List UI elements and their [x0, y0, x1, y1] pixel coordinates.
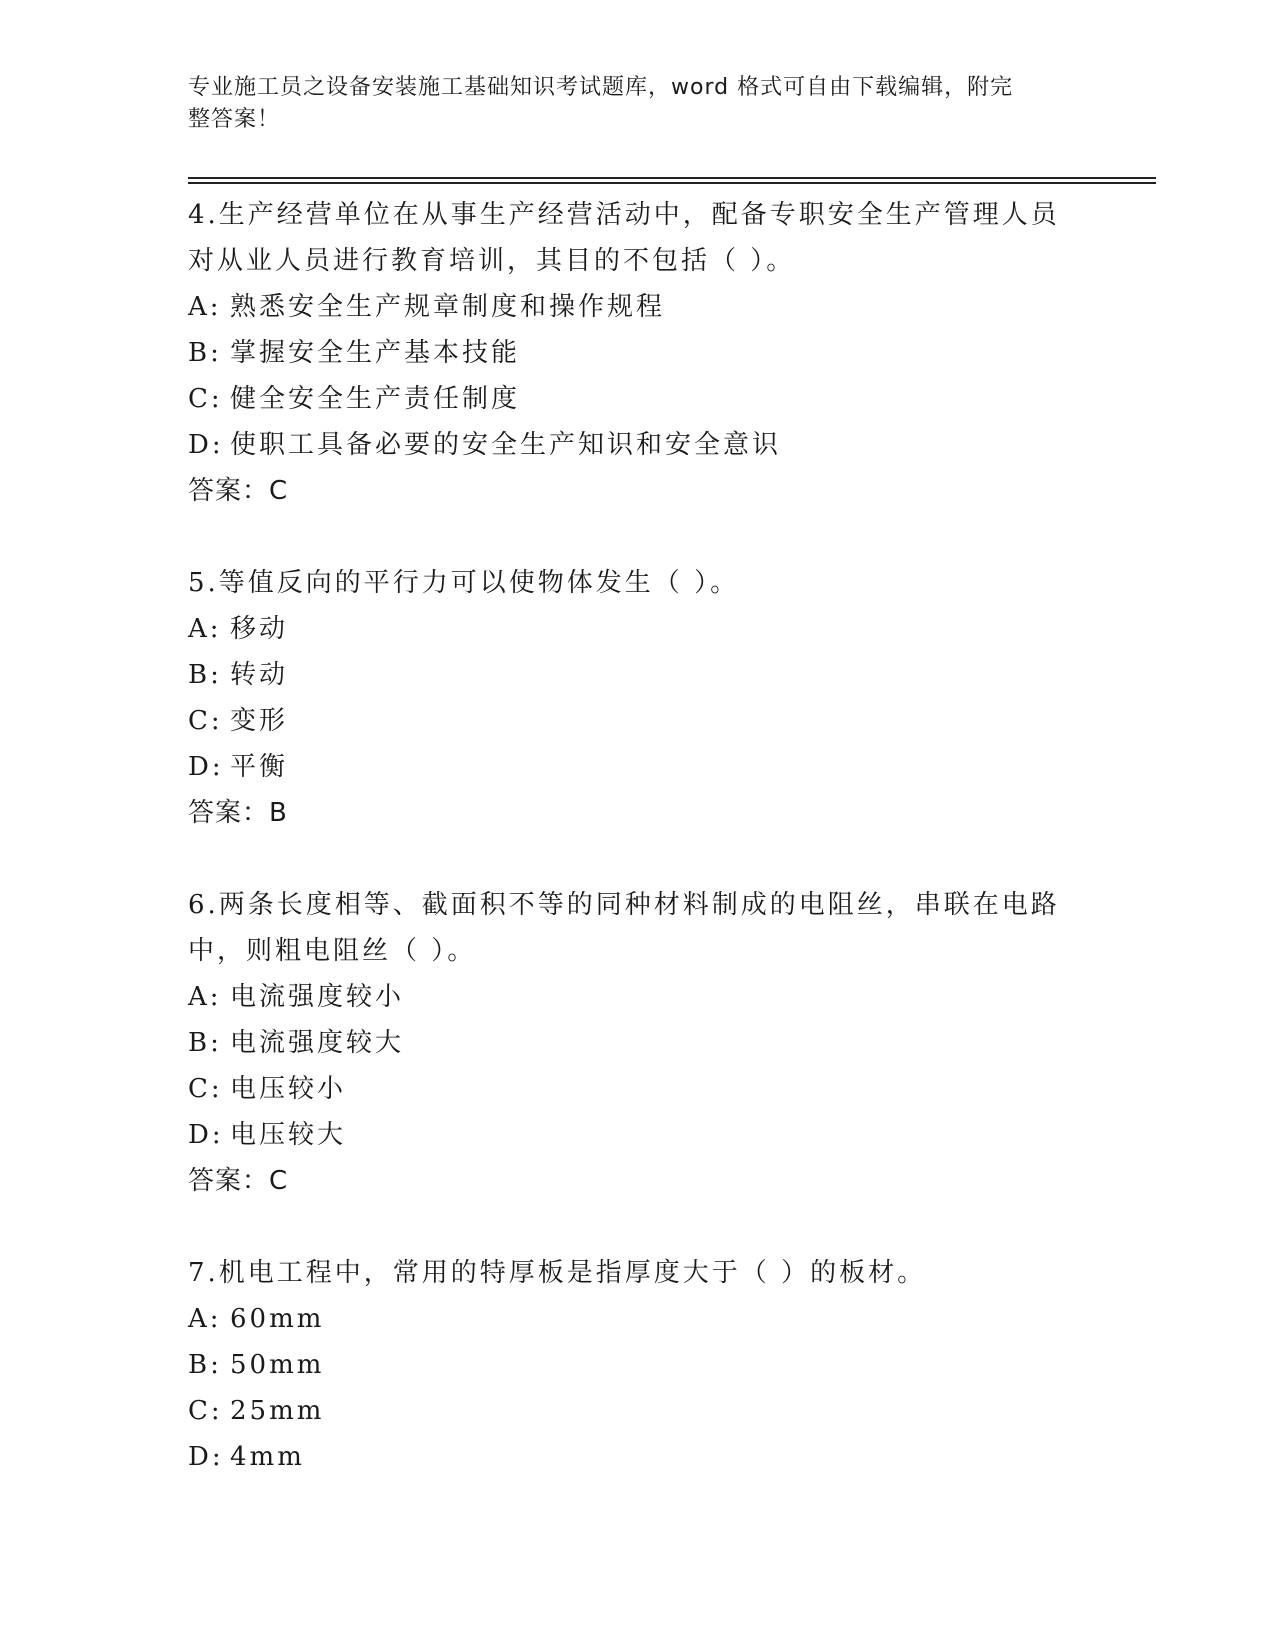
- option-c: [188, 376, 1088, 422]
- option-letter: C:: [188, 1074, 223, 1104]
- question-stem: 7.机电工程中，常用的特厚板是指厚度大于（ ）的板材。: [188, 1258, 927, 1288]
- option-c: [188, 1388, 1088, 1434]
- question-7: [188, 1250, 1088, 1480]
- option-text: 移动: [230, 614, 289, 644]
- option-a: [188, 606, 1088, 652]
- question-4: [188, 192, 1088, 514]
- option-text: 健全安全生产责任制度: [230, 384, 521, 414]
- option-d: [188, 744, 1088, 790]
- option-letter: A:: [188, 1304, 222, 1334]
- option-letter: D:: [188, 1120, 224, 1150]
- question-6: [188, 882, 1088, 1204]
- answer-line: 答案：C: [188, 476, 289, 506]
- option-a: [188, 1296, 1088, 1342]
- question-stem: 4.生产经营单位在从事生产经营活动中，配备专职安全生产管理人员: [188, 200, 1060, 230]
- option-b: [188, 1342, 1088, 1388]
- question-list: [188, 192, 1088, 1526]
- option-letter: A:: [188, 982, 222, 1012]
- option-c: [188, 1066, 1088, 1112]
- option-text: 50mm: [230, 1350, 325, 1380]
- option-letter: C:: [188, 1396, 223, 1426]
- option-letter: B:: [188, 1350, 222, 1380]
- option-b: [188, 652, 1088, 698]
- option-b: [188, 1020, 1088, 1066]
- option-text: 60mm: [230, 1304, 325, 1334]
- option-letter: A:: [188, 292, 222, 322]
- option-text: 电压较大: [230, 1120, 347, 1150]
- option-d: [188, 1434, 1088, 1480]
- answer-line: 答案：B: [188, 798, 288, 828]
- question-stem: 5.等值反向的平行力可以使物体发生（ ）。: [188, 568, 740, 598]
- option-text: 电压较小: [230, 1074, 347, 1104]
- option-text: 4mm: [230, 1442, 305, 1472]
- option-text: 熟悉安全生产规章制度和操作规程: [230, 292, 666, 322]
- option-d: [188, 422, 1088, 468]
- option-text: 转动: [230, 660, 289, 690]
- option-text: 25mm: [230, 1396, 325, 1426]
- option-letter: A:: [188, 614, 222, 644]
- option-letter: B:: [188, 1028, 222, 1058]
- header-line: 专业施工员之设备安装施工基础知识考试题库，word 格式可自由下载编辑，附完: [188, 75, 1014, 100]
- answer-line: 答案：C: [188, 1166, 289, 1196]
- document-header: [188, 72, 1068, 136]
- option-letter: B:: [188, 338, 222, 368]
- question-stem: 对从业人员进行教育培训，其目的不包括（ ）。: [188, 246, 796, 276]
- option-letter: C:: [188, 384, 223, 414]
- header-divider: [188, 182, 1156, 184]
- option-b: [188, 330, 1088, 376]
- header-divider: [188, 177, 1156, 179]
- option-letter: D:: [188, 752, 224, 782]
- header-line: 整答案！: [188, 107, 281, 132]
- option-text: 掌握安全生产基本技能: [230, 338, 521, 368]
- option-letter: D:: [188, 1442, 224, 1472]
- option-letter: C:: [188, 706, 223, 736]
- option-a: [188, 284, 1088, 330]
- option-c: [188, 698, 1088, 744]
- option-a: [188, 974, 1088, 1020]
- option-text: 使职工具备必要的安全生产知识和安全意识: [230, 430, 782, 460]
- option-text: 电流强度较小: [230, 982, 405, 1012]
- option-d: [188, 1112, 1088, 1158]
- question-stem: 中，则粗电阻丝（ ）。: [188, 936, 477, 966]
- option-text: 电流强度较大: [230, 1028, 405, 1058]
- option-letter: B:: [188, 660, 222, 690]
- question-5: [188, 560, 1088, 836]
- question-stem: 6.两条长度相等、截面积不等的同种材料制成的电阻丝，串联在电路: [188, 890, 1060, 920]
- option-text: 变形: [230, 706, 289, 736]
- option-letter: D:: [188, 430, 224, 460]
- option-text: 平衡: [230, 752, 289, 782]
